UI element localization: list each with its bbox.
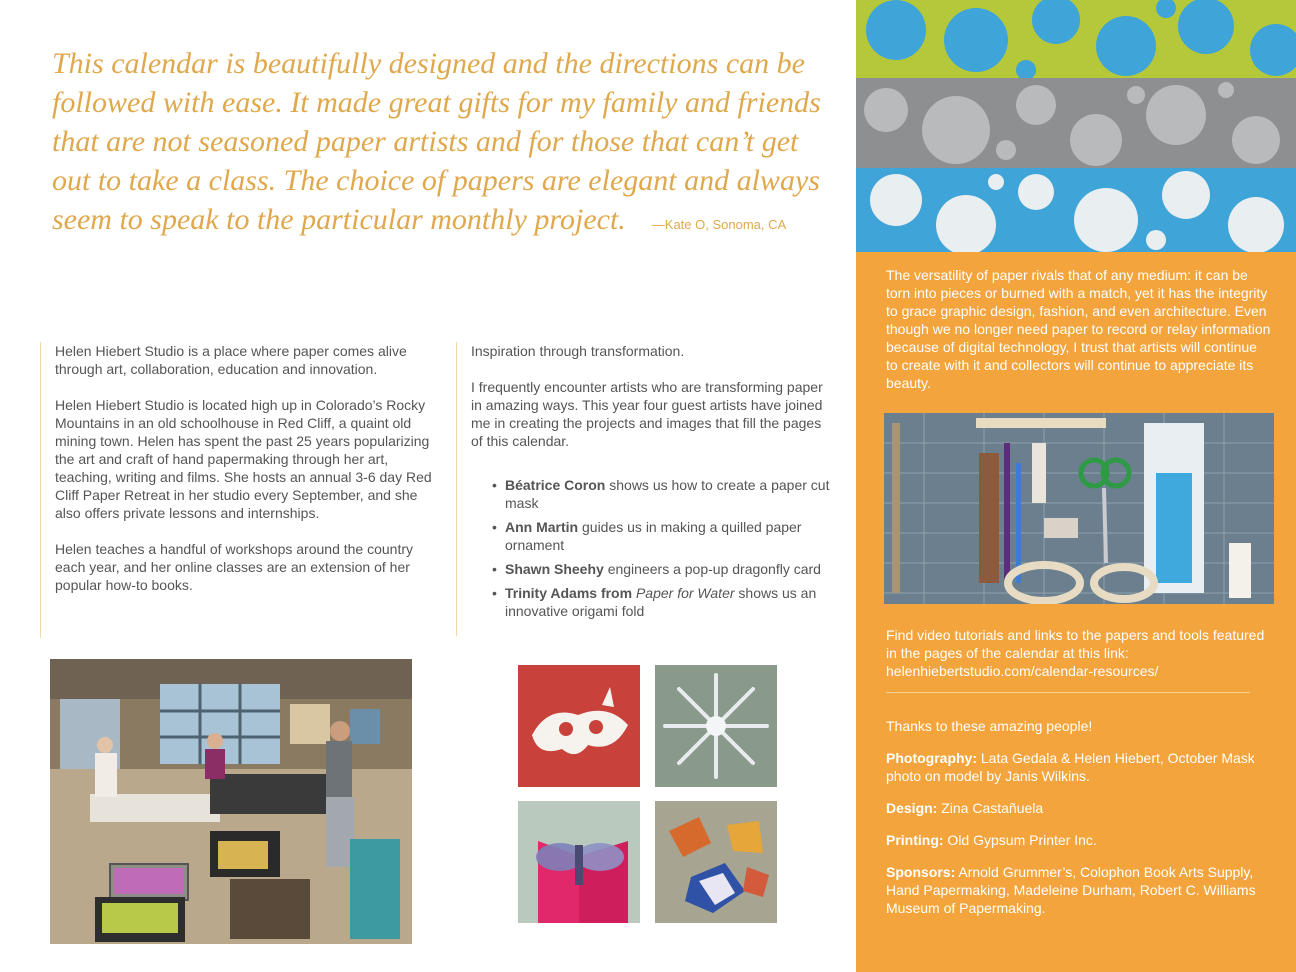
- paper-versatility-text: The versatility of paper rivals that of any medium: it can be torn into pieces or burned with a match, yet it has the integrity to grace graphic design, fashion, and even architecture. Even though we no longer need paper to record or relay information because of digital technology, I trust that artists will continue to create with it and collectors will continue to appreciate its beauty.: [886, 267, 1271, 391]
- studio-paragraph-1: Helen Hiebert Studio is located high up in Colorado’s Rocky Mountains in an old schoolhouse in Red Cliff, a quaint old mining town. Helen has spent the past 25 years popularizing the art and craft of hand papermaking through her art, teaching, writing and films. She hosts an annual 3-6 day Red Cliff Paper Retreat in her studio every September, and she also offers private lessons and internships.: [55, 397, 432, 521]
- thanks-heading: Thanks to these amazing people!: [886, 718, 1093, 734]
- inspiration-paragraph: I frequently encounter artists who are transforming paper in amazing ways. This year four guest artists have joined me in creating the projects and images that fill the pages of this calendar.: [471, 379, 823, 449]
- credit-value: Old Gypsum Printer Inc.: [943, 832, 1097, 848]
- divider: [886, 692, 1250, 693]
- artist-description: shows us how to create a paper cut mask: [505, 477, 830, 511]
- guest-artist-list: [471, 476, 831, 620]
- studio-description-column: [40, 342, 435, 638]
- inspiration-column: [456, 342, 831, 636]
- artist-name: Trinity Adams from: [505, 585, 636, 601]
- paper-cut-mask-thumbnail: [518, 665, 640, 787]
- tools-photo: [884, 413, 1274, 604]
- origami-fold-thumbnail: [655, 801, 777, 923]
- pop-up-dragonfly-thumbnail: [518, 801, 640, 923]
- artist-name: Béatrice Coron: [505, 477, 606, 493]
- list-item: [505, 518, 831, 554]
- right-panel: [856, 0, 1296, 972]
- credit-label: Printing:: [886, 832, 944, 848]
- credit-value: Lata Gedala & Helen Hiebert, October Mask photo on model by Janis Wilkins.: [886, 750, 1255, 784]
- calendar-resources-link[interactable]: helenhiebertstudio.com/calendar-resources/: [886, 663, 1159, 679]
- artist-description: guides us in making a quilled paper ornament: [505, 519, 802, 553]
- credit-design: [886, 799, 1266, 817]
- video-tutorials-text: [886, 626, 1272, 680]
- list-item: [505, 476, 831, 512]
- decorated-paper-image: [856, 0, 1296, 252]
- credit-label: Photography:: [886, 750, 977, 766]
- credit-label: Design:: [886, 800, 938, 816]
- artist-name: Shawn Sheehy: [505, 561, 604, 577]
- artist-name: Ann Martin: [505, 519, 579, 535]
- testimonial-quote: [52, 44, 832, 244]
- list-item: [505, 560, 831, 578]
- quote-attribution: —Kate O, Sonoma, CA: [651, 217, 787, 232]
- credit-value: Arnold Grummer’s, Colophon Book Arts Supply, Hand Papermaking, Madeleine Durham, Robert C. Williams Museum of Papermaking.: [886, 864, 1256, 916]
- credit-photography: [886, 749, 1266, 785]
- credit-sponsors: [886, 863, 1266, 917]
- studio-photo: [50, 659, 412, 944]
- credit-label: Sponsors:: [886, 864, 956, 880]
- studio-lead: Helen Hiebert Studio is a place where paper comes alive through art, collaboration, education and innovation.: [55, 343, 407, 377]
- quote-text: This calendar is beautifully designed and the directions can be followed with ease. It made great gifts for my family and friends that are not seasoned paper artists and for those that can’t get out to take a class. The choice of papers are elegant and always seem to speak to the particular monthly project.: [52, 47, 821, 236]
- video-tutorials-label: Find video tutorials and links to the papers and tools featured in the pages of the calendar at this link:: [886, 627, 1265, 661]
- studio-paragraph-2: Helen teaches a handful of workshops around the country each year, and her online classes are an extension of her popular how-to books.: [55, 541, 414, 593]
- credit-printing: [886, 831, 1266, 849]
- credit-value: Zina Castañuela: [937, 800, 1044, 816]
- artist-description: engineers a pop-up dragonfly card: [603, 561, 821, 577]
- credits-section: [886, 717, 1266, 931]
- artist-description: shows us an innovative origami fold: [505, 585, 817, 619]
- organization-name: Paper for Water: [635, 585, 735, 601]
- inspiration-lead: Inspiration through transformation.: [471, 343, 685, 359]
- quilled-ornament-thumbnail: [655, 665, 777, 787]
- list-item: [505, 584, 831, 620]
